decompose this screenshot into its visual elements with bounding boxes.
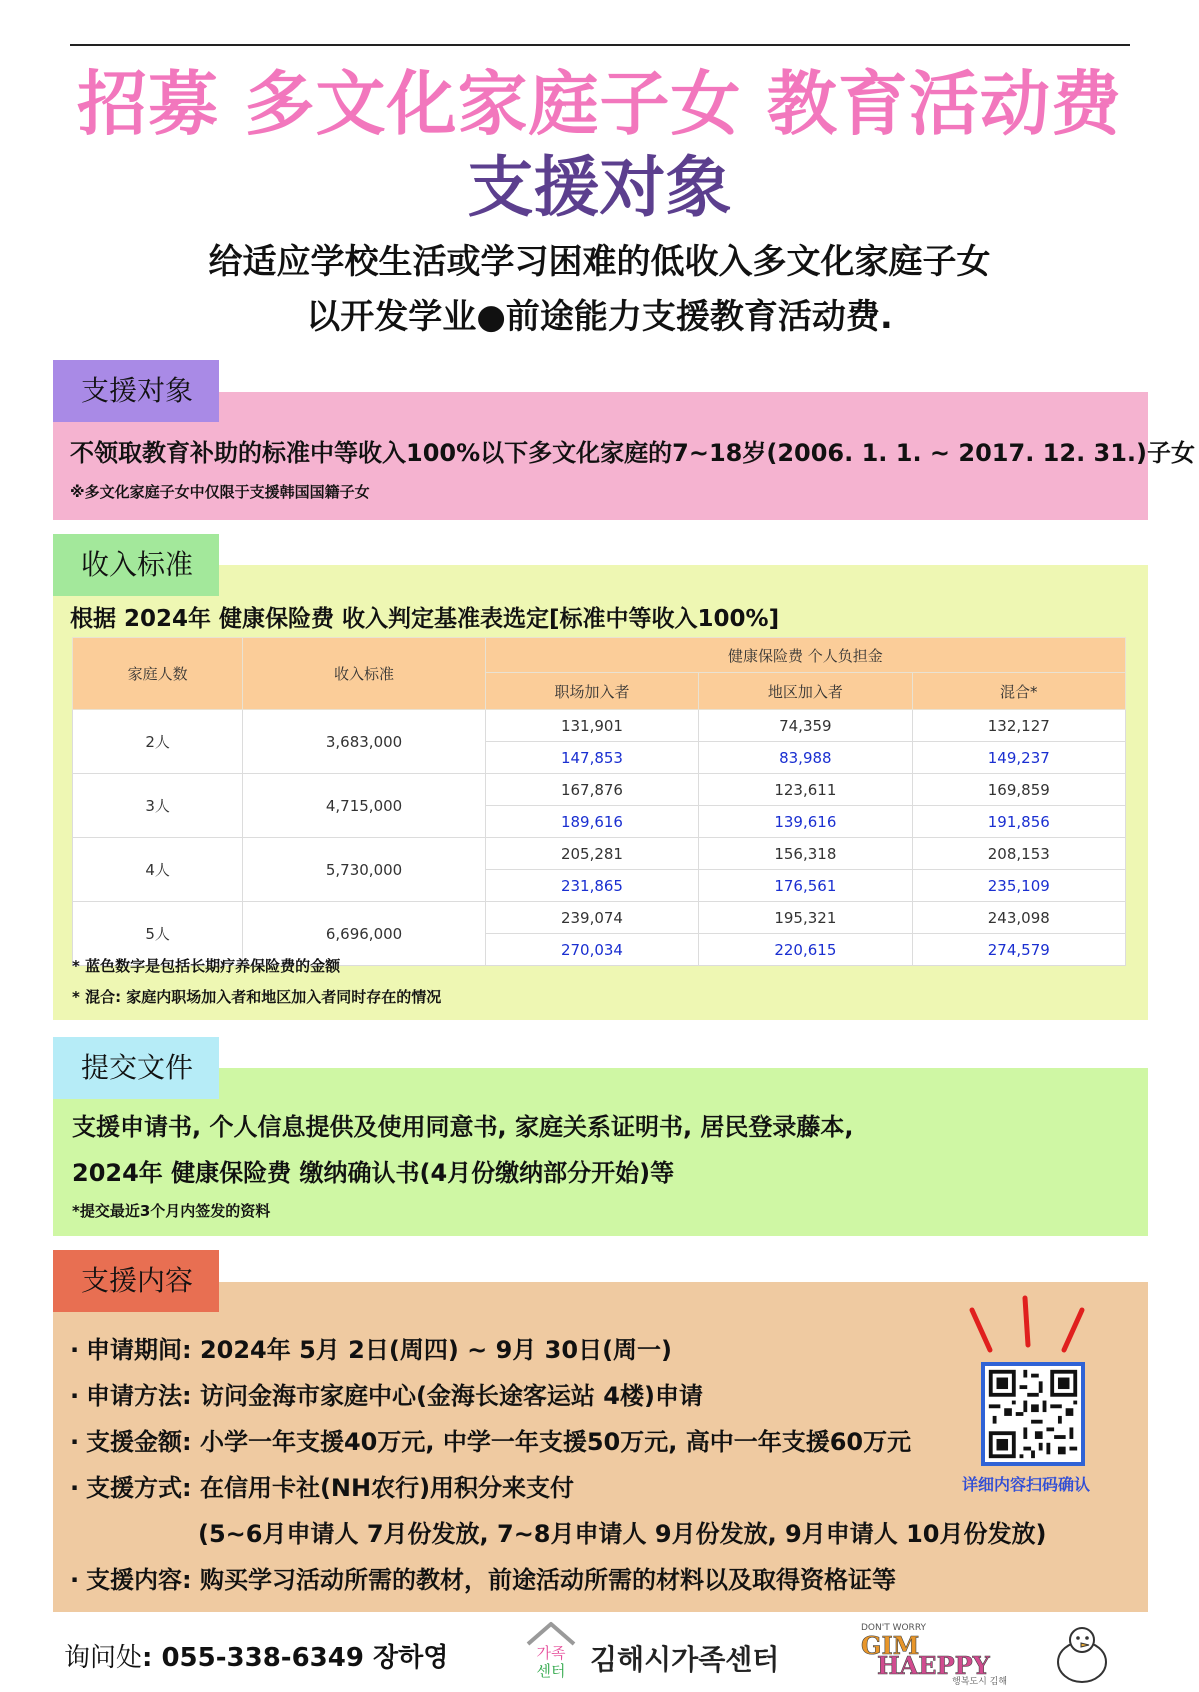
header-workplace: 职场加入者 xyxy=(485,673,698,710)
table-row xyxy=(73,710,1126,742)
cell-workplace-ltc: 189,616 xyxy=(485,806,698,838)
target-description: 不领取教育补助的标准中等收入100%以下多文化家庭的7~18岁(2006. 1. 1. ~ 2017. 12. 31.)子女 xyxy=(70,439,1196,467)
cell-mixed-ltc: 149,237 xyxy=(912,742,1125,774)
cell-household: 3人 xyxy=(73,774,243,838)
bullet-icon: · xyxy=(70,1474,80,1502)
attention-rays-icon xyxy=(960,1290,1100,1360)
cell-region: 156,318 xyxy=(699,838,912,870)
header-insurance-group: 健康保险费 个人负担金 xyxy=(485,638,1125,673)
cell-workplace-ltc: 270,034 xyxy=(485,934,698,966)
cell-region-ltc: 139,616 xyxy=(699,806,912,838)
page-title: 招募 多文化家庭子女 教育活动费 xyxy=(77,63,1122,145)
content-section-tab: 支援内容 xyxy=(53,1250,219,1312)
docs-line-1: 支援申请书, 个人信息提供及使用同意书, 家庭关系证明书, 居民登录藤本, xyxy=(72,1113,854,1141)
page-subtitle: 支援对象 xyxy=(467,149,732,226)
income-table xyxy=(72,637,1126,966)
bullet-icon: · xyxy=(70,1336,80,1364)
qr-code[interactable] xyxy=(981,1362,1085,1466)
cell-workplace-ltc: 231,865 xyxy=(485,870,698,902)
svg-text:센터: 센터 xyxy=(536,1662,566,1680)
cell-income: 3,683,000 xyxy=(243,710,485,774)
table-row xyxy=(73,774,1126,806)
header-mixed: 混合* xyxy=(912,673,1125,710)
top-divider xyxy=(70,44,1130,46)
header-income: 收入标准 xyxy=(243,638,485,710)
bullet-icon: · xyxy=(70,1428,80,1456)
cell-income: 4,715,000 xyxy=(243,774,485,838)
content-item-method: · 申请方法: 访问金海市家庭中心(金海长途客运站 4楼)申请 xyxy=(70,1382,703,1410)
cell-region: 123,611 xyxy=(699,774,912,806)
svg-text:GIM: GIM xyxy=(861,1631,920,1660)
svg-text:DON'T WORRY: DON'T WORRY xyxy=(861,1623,926,1633)
target-section-tab: 支援对象 xyxy=(53,360,219,422)
docs-line-2: 2024年 健康保险费 缴纳确认书(4月份缴纳部分开始)等 xyxy=(72,1159,675,1187)
svg-text:HAEPPY: HAEPPY xyxy=(877,1651,990,1680)
contact-phone: : 055-338-6349 장하영 xyxy=(142,1643,449,1673)
content-item-period: · 申请期间: 2024年 5月 2日(周四) ~ 9月 30日(周一) xyxy=(70,1336,673,1364)
income-note-blue: * 蓝色数字是包括长期疗养保险费的金额 xyxy=(72,957,341,975)
content-item-amount: · 支援金额: 小学一年支援40万元, 中学一年支援50万元, 高中一年支援60万元 xyxy=(70,1428,912,1456)
cell-mixed-ltc: 191,856 xyxy=(912,806,1125,838)
bullet-icon: · xyxy=(70,1382,80,1410)
income-section-tab: 收入标准 xyxy=(53,534,219,596)
qr-caption: 详细内容扫码确认 xyxy=(962,1475,1091,1494)
table-row xyxy=(73,838,1126,870)
cell-workplace: 205,281 xyxy=(485,838,698,870)
cell-workplace: 239,074 xyxy=(485,902,698,934)
cell-mixed: 243,098 xyxy=(912,902,1125,934)
cell-mixed: 169,859 xyxy=(912,774,1125,806)
cell-region: 195,321 xyxy=(699,902,912,934)
duck-mascot-icon xyxy=(1058,1628,1106,1682)
intro-line-1: 给适应学校生活或学习困难的低收入多文化家庭子女 xyxy=(208,242,991,282)
cell-workplace: 167,876 xyxy=(485,774,698,806)
svg-text:행복도시 김해: 행복도시 김해 xyxy=(952,1677,1008,1686)
cell-mixed-ltc: 274,579 xyxy=(912,934,1125,966)
cell-household: 5人 xyxy=(73,902,243,966)
cell-mixed: 132,127 xyxy=(912,710,1125,742)
content-payment-schedule: (5~6月申请人 7月份发放, 7~8月申请人 9月份发放, 9月申请人 10月份发放) xyxy=(198,1520,1047,1548)
cell-workplace-ltc: 147,853 xyxy=(485,742,698,774)
svg-text:가족: 가족 xyxy=(536,1644,566,1662)
target-note: ※多文化家庭子女中仅限于支援韩国国籍子女 xyxy=(70,483,370,501)
header-household: 家庭人数 xyxy=(73,638,243,710)
cell-income: 5,730,000 xyxy=(243,838,485,902)
cell-household: 4人 xyxy=(73,838,243,902)
header-region: 地区加入者 xyxy=(699,673,912,710)
cell-household: 2人 xyxy=(73,710,243,774)
bullet-icon: · xyxy=(70,1566,80,1594)
cell-region: 74,359 xyxy=(699,710,912,742)
table-row xyxy=(73,902,1126,934)
cell-region-ltc: 220,615 xyxy=(699,934,912,966)
cell-mixed: 208,153 xyxy=(912,838,1125,870)
contact-info xyxy=(64,1637,448,1674)
family-center-name: 김해시가족센터 xyxy=(590,1643,780,1676)
qr-code-icon xyxy=(985,1366,1081,1462)
cell-workplace: 131,901 xyxy=(485,710,698,742)
cell-income: 6,696,000 xyxy=(243,902,485,966)
income-heading: 根据 2024年 健康保险费 收入判定基准表选定[标准中等收入100%] xyxy=(70,606,780,632)
intro-line-2: 以开发学业●前途能力支援教育活动费. xyxy=(306,297,893,337)
cell-mixed-ltc: 235,109 xyxy=(912,870,1125,902)
contact-label: 询问处 xyxy=(64,1643,143,1673)
docs-section-tab: 提交文件 xyxy=(53,1037,219,1099)
docs-note: *提交最近3个月内签发的资料 xyxy=(72,1202,271,1220)
content-item-payment: · 支援方式: 在信用卡社(NH农行)用积分来支付 xyxy=(70,1474,575,1502)
content-item-usage: · 支援内容: 购买学习活动所需的教材，前途活动所需的材料以及取得资格证等 xyxy=(70,1566,896,1594)
cell-region-ltc: 176,561 xyxy=(699,870,912,902)
family-center-logo xyxy=(522,1620,580,1680)
income-note-mixed: * 混合: 家庭内职场加入者和地区加入者同时存在的情况 xyxy=(72,988,442,1006)
gim-haeppy-logo xyxy=(857,1620,1117,1686)
cell-region-ltc: 83,988 xyxy=(699,742,912,774)
